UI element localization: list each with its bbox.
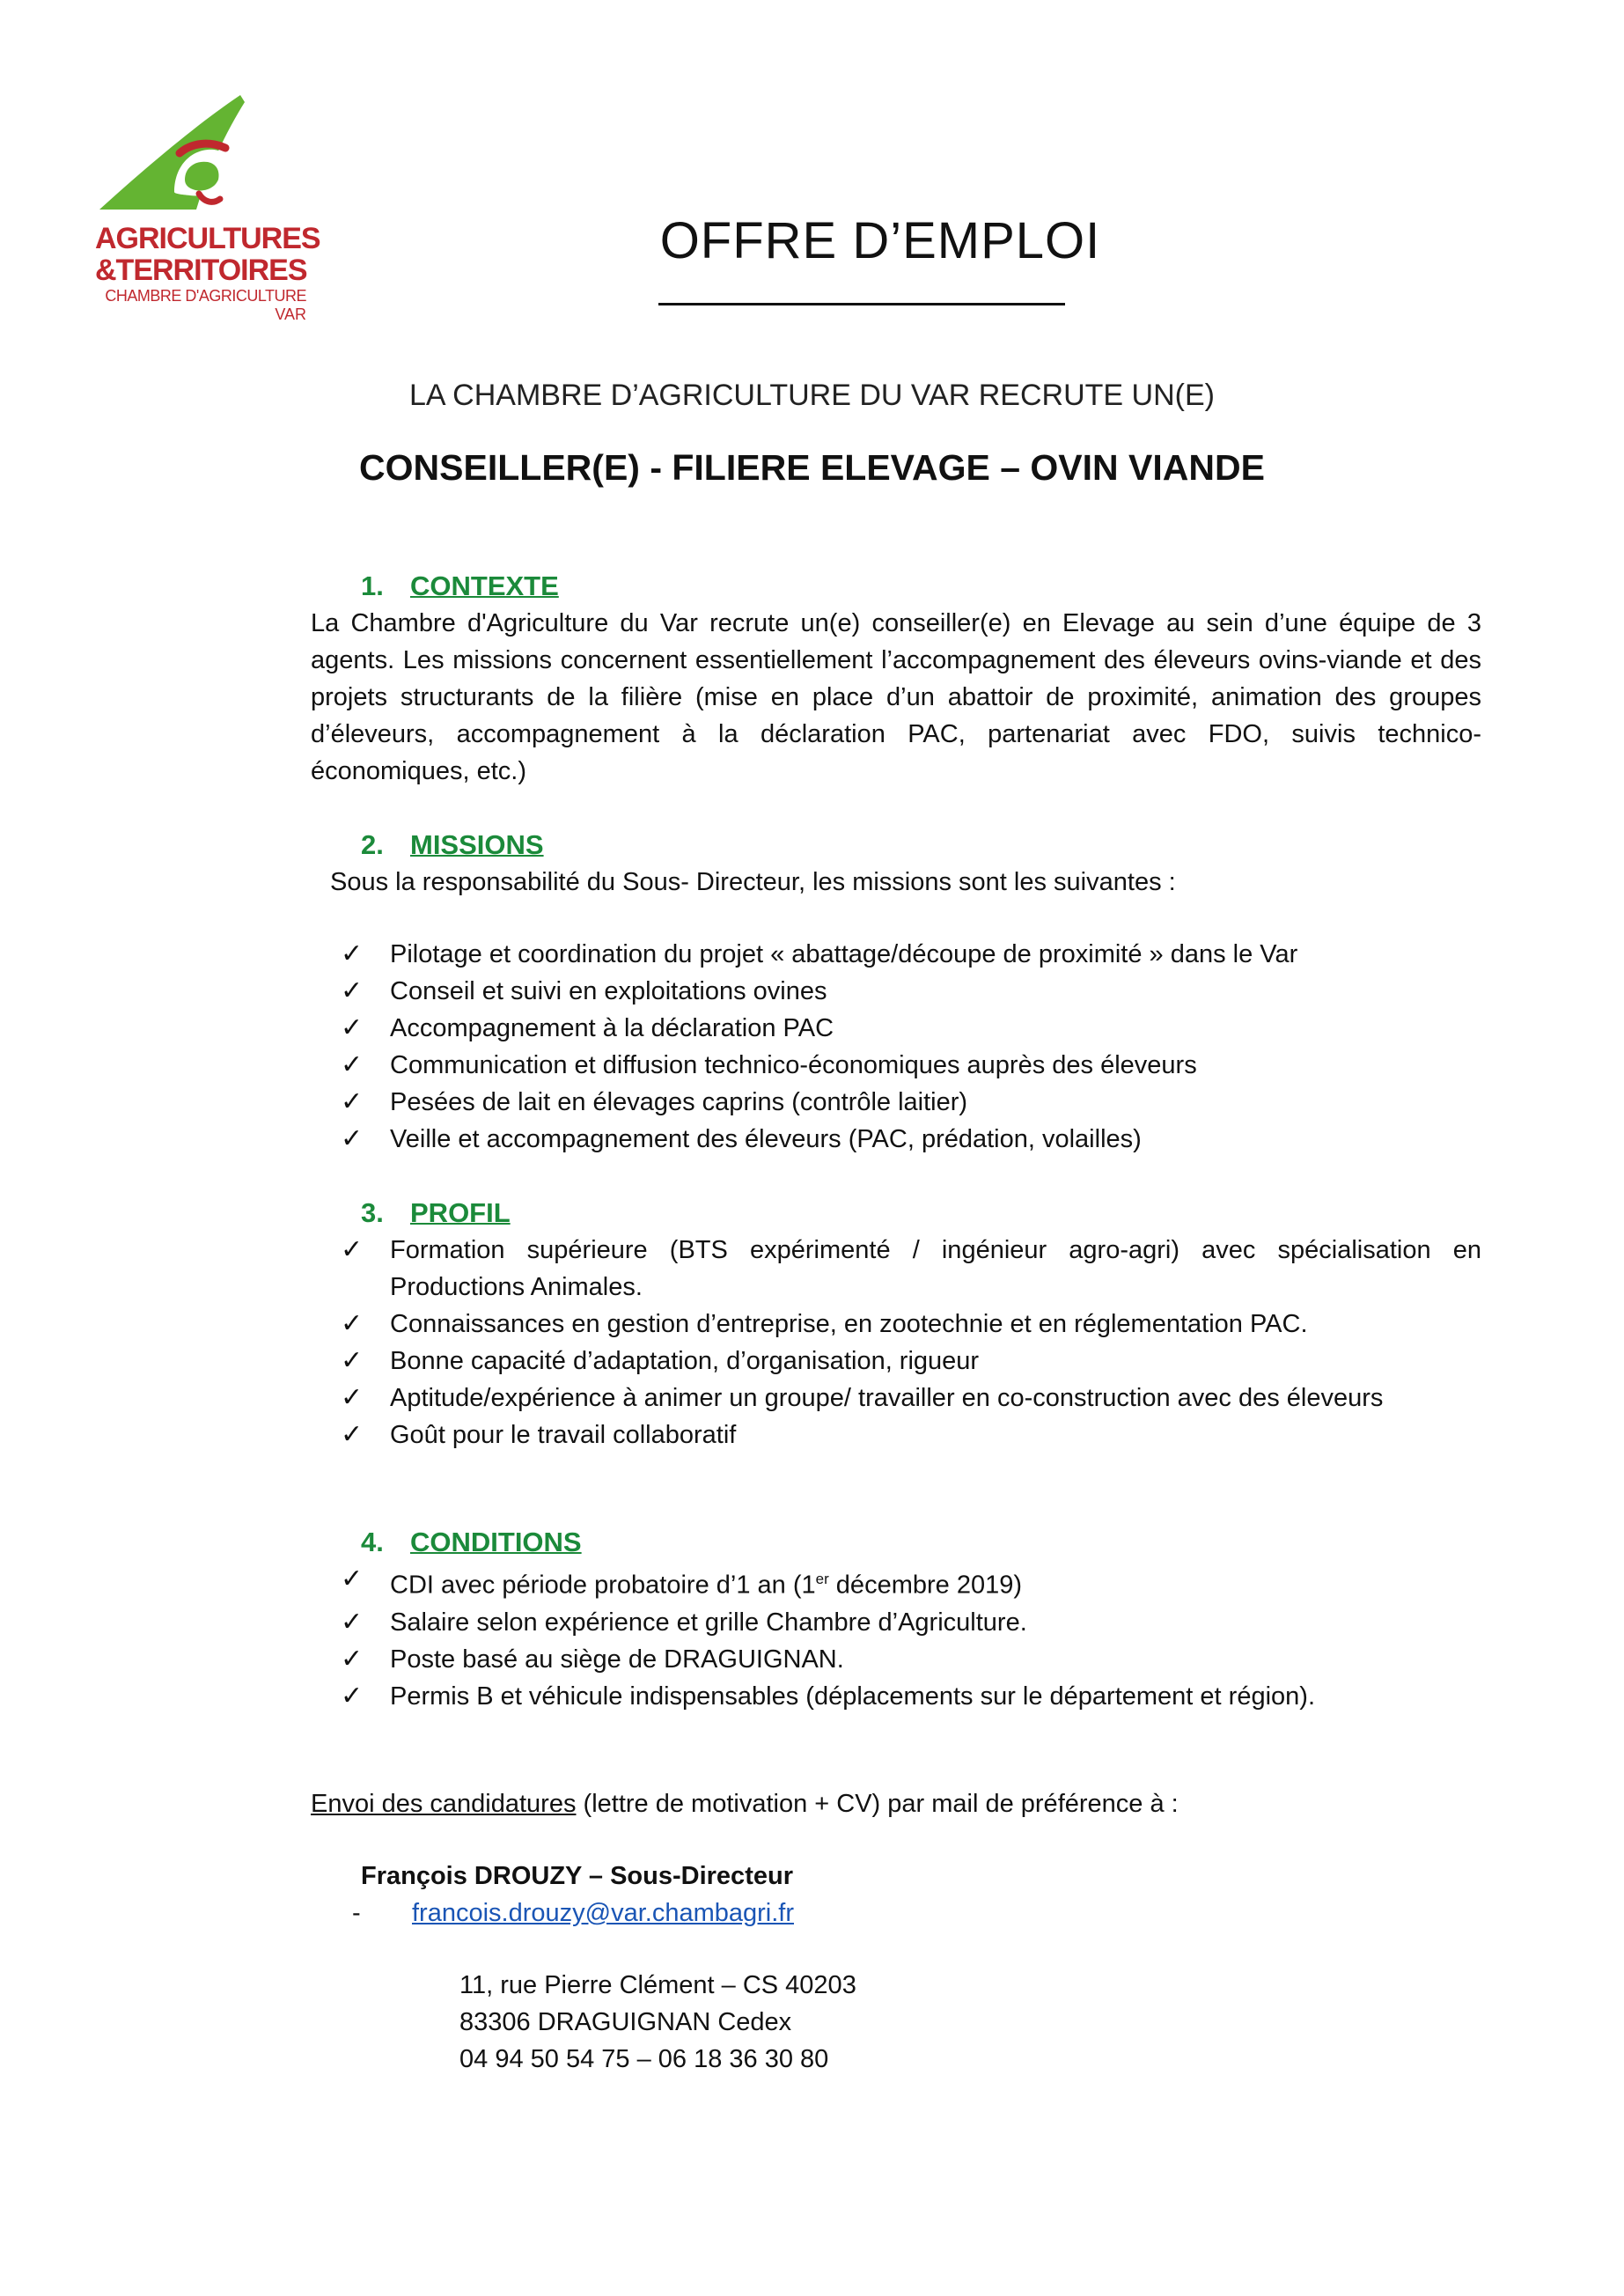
address-line-2: 83306 DRAGUIGNAN Cedex — [459, 2007, 792, 2036]
list-item: ✓ Pilotage et coordination du projet « abattage/découpe de proximité » dans le Var — [311, 936, 1481, 973]
check-icon: ✓ — [341, 1383, 364, 1412]
list-item: ✓ Salaire selon expérience et grille Chambre d’Agriculture. — [311, 1604, 1481, 1641]
title-underline — [658, 303, 1065, 305]
address-line-1: 11, rue Pierre Clément – CS 40203 — [459, 1970, 856, 1999]
profil-list — [311, 1232, 1481, 1453]
contact-block — [352, 1858, 1481, 2078]
chamber-logo — [95, 95, 320, 333]
list-item: ✓ CDI avec période probatoire d’1 an (1er décembre 2019) — [311, 1561, 1481, 1604]
section-heading-contexte: 1. CONTEXTE — [361, 570, 559, 601]
check-icon: ✓ — [341, 1087, 364, 1116]
check-icon: ✓ — [341, 1644, 364, 1674]
check-icon: ✓ — [341, 1681, 364, 1711]
document-body — [311, 568, 1481, 2078]
phone-numbers: 04 94 50 54 75 – 06 18 36 30 80 — [459, 2044, 829, 2073]
logo-emblem-icon — [95, 95, 254, 227]
check-icon: ✓ — [341, 976, 364, 1005]
recruitment-subtitle: LA CHAMBRE D’AGRICULTURE DU VAR RECRUTE UN(E) — [409, 379, 1215, 412]
section-heading-missions: 2. MISSIONS — [361, 829, 544, 860]
check-icon: ✓ — [341, 1564, 364, 1593]
list-item: ✓ Conseil et suivi en exploitations ovines — [311, 973, 1481, 1010]
contexte-paragraph: La Chambre d'Agriculture du Var recrute un(e) conseiller(e) en Elevage au sein d’une équipe de 3 agents. Les missions concernent essentiellement l’accompagnement des éleveurs ovins-viande et des projets structurants de la filière (mise en place d’un abattoir de proximité, animation des groupes d’éleveurs, accompagnement à la déclaration PAC, partenariat avec FDO, suivis technico-économiques, etc.) — [311, 609, 1481, 785]
logo-line-agricultures: AGRICULTURES — [95, 222, 320, 255]
list-item: ✓ Poste basé au siège de DRAGUIGNAN. — [311, 1641, 1481, 1678]
list-item: ✓ Pesées de lait en élevages caprins (contrôle laitier) — [311, 1084, 1481, 1121]
check-icon: ✓ — [341, 1235, 364, 1264]
logo-line-chambre: CHAMBRE D'AGRICULTURE — [105, 287, 306, 305]
list-item: ✓ Permis B et véhicule indispensables (déplacements sur le département et région). — [311, 1678, 1481, 1715]
list-item: ✓ Bonne capacité d’adaptation, d’organisation, rigueur — [311, 1343, 1481, 1380]
check-icon: ✓ — [341, 1124, 364, 1153]
list-item: ✓ Communication et diffusion technico-économiques auprès des éleveurs — [311, 1047, 1481, 1084]
list-item: ✓ Aptitude/expérience à animer un groupe/ travailler en co-construction avec des éleveurs — [311, 1380, 1481, 1417]
page-title: OFFRE D’EMPLOI — [659, 212, 1101, 269]
job-title: CONSEILLER(E) - FILIERE ELEVAGE – OVIN VIANDE — [359, 447, 1265, 488]
email-link[interactable]: francois.drouzy@var.chambagri.fr — [412, 1898, 794, 1927]
list-item: ✓ Formation supérieure (BTS expérimenté / ingénieur agro-agri) avec spécialisation en Productions Animales. — [311, 1232, 1481, 1306]
check-icon: ✓ — [341, 1607, 364, 1637]
list-item: ✓ Connaissances en gestion d’entreprise, en zootechnie et en réglementation PAC. — [311, 1306, 1481, 1343]
check-icon: ✓ — [341, 939, 364, 968]
list-item: ✓ Goût pour le travail collaboratif — [311, 1417, 1481, 1453]
logo-line-territoires: &TERRITOIRES — [95, 254, 307, 287]
section-heading-profil: 3. PROFIL — [361, 1197, 511, 1228]
list-item: ✓ Accompagnement à la déclaration PAC — [311, 1010, 1481, 1047]
list-item: ✓ Veille et accompagnement des éleveurs (PAC, prédation, volailles) — [311, 1121, 1481, 1158]
missions-list — [311, 936, 1481, 1158]
missions-intro: Sous la responsabilité du Sous- Directeur, les missions sont les suivantes : — [330, 868, 1176, 896]
application-instructions: Envoi des candidatures (lettre de motivation + CV) par mail de préférence à : — [311, 1789, 1179, 1818]
conditions-list — [311, 1561, 1481, 1715]
logo-line-var: VAR — [275, 305, 306, 323]
check-icon: ✓ — [341, 1309, 364, 1338]
check-icon: ✓ — [341, 1013, 364, 1042]
section-heading-conditions: 4. CONDITIONS — [361, 1527, 582, 1557]
dash-marker: - — [352, 1898, 361, 1927]
contact-name: François DROUZY – Sous-Directeur — [361, 1861, 793, 1890]
check-icon: ✓ — [341, 1420, 364, 1449]
check-icon: ✓ — [341, 1050, 364, 1079]
check-icon: ✓ — [341, 1346, 364, 1375]
